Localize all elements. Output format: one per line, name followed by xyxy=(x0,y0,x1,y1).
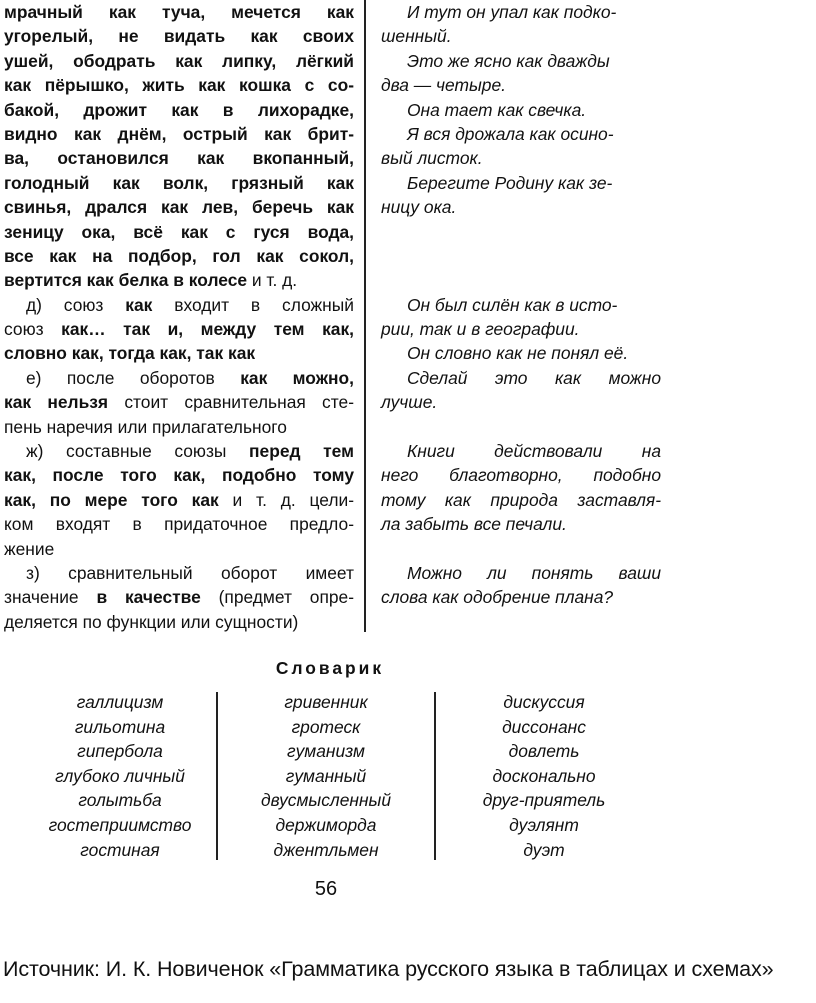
rule-zh-line xyxy=(4,439,354,463)
rule-e-line xyxy=(4,366,354,390)
text-line: мрачный как туча, мечется как xyxy=(4,2,354,22)
vocabulary-word: дискуссия xyxy=(503,692,585,712)
text-line: бакой, дрожит как в лихорадке, xyxy=(4,99,354,120)
vocabulary-column xyxy=(20,690,220,862)
example-line: Книги действовали на xyxy=(407,441,661,462)
vocabulary-word: гипербола xyxy=(77,741,163,762)
example-line: рии, так и в географии. xyxy=(381,319,580,340)
vocabulary-divider xyxy=(216,692,218,860)
rule-e-line xyxy=(4,390,354,414)
page-number: 56 xyxy=(314,878,338,900)
plain-phrase: (предмет опре- xyxy=(200,587,355,608)
rule-zh-line: ком входят в придаточное предло- xyxy=(4,514,354,535)
bold-phrase: как… так и, между тем как, xyxy=(61,319,354,340)
vocabulary-word: гуманизм xyxy=(287,741,365,762)
vocabulary-column xyxy=(226,690,426,862)
example-line: Это же ясно как дважды xyxy=(407,50,610,71)
rule-zh-line: как, после того как, подобно тому xyxy=(4,465,354,486)
vocabulary-word: гостиная xyxy=(80,839,160,860)
text-line: все как на подбор, гол как сокол, xyxy=(4,245,354,266)
rule-d-line xyxy=(4,293,354,317)
plain-phrase: д) союз xyxy=(26,294,126,315)
vocabulary-word: голытьба xyxy=(78,790,162,811)
example-line: И тут он упал как подко- xyxy=(407,2,617,22)
example-line: Я вся дрожала как осино- xyxy=(407,123,614,144)
text-line: голодный как волк, грязный как xyxy=(4,172,354,193)
text-line: свинья, дрался как лев, беречь как xyxy=(4,197,354,218)
example-line: два — четыре. xyxy=(381,75,506,96)
vocabulary-word: досконально xyxy=(492,765,596,786)
vocabulary-word: джентльмен xyxy=(273,839,379,860)
vocabulary-divider xyxy=(434,692,436,860)
plain-phrase: значение xyxy=(4,587,97,608)
text-line: ушей, ободрать как липку, лёгкий xyxy=(4,50,354,71)
vocabulary-word: гротеск xyxy=(291,716,361,737)
bold-phrase: как нельзя xyxy=(4,392,109,413)
bold-phrase: как можно, xyxy=(240,367,354,388)
vocabulary-word: гильотина xyxy=(74,716,166,737)
rule-d-line xyxy=(4,317,354,341)
text-line xyxy=(4,268,354,292)
plain-phrase: ж) составные союзы xyxy=(26,441,250,462)
column-divider xyxy=(364,0,366,632)
vocabulary-table xyxy=(20,690,660,862)
plain-phrase: е) после оборотов xyxy=(26,367,241,388)
vocabulary-word: друг-приятель xyxy=(482,790,606,811)
vocabulary-word: глубоко личный xyxy=(55,765,185,786)
example-line: Можно ли понять ваши xyxy=(407,562,661,583)
plain-phrase: входит в сложный xyxy=(152,294,354,315)
rule-d-line: словно как, тогда как, так как xyxy=(4,343,256,364)
example-line: шенный. xyxy=(381,26,452,47)
text-line: ва, остановился как вкопанный, xyxy=(4,148,354,169)
example-line: тому как природа заставля- xyxy=(381,489,661,510)
example-line: лучше. xyxy=(381,392,438,413)
example-line: слова как одобрение плана? xyxy=(381,587,614,608)
vocabulary-title: Словарик xyxy=(275,658,385,678)
bold-phrase: перед тем xyxy=(249,441,354,462)
example-line: Берегите Родину как зе- xyxy=(407,172,613,193)
example-line: ницу ока. xyxy=(381,197,457,218)
example-line: Он был силён как в исто- xyxy=(407,294,618,315)
plain-phrase: стоит сравнительная сте- xyxy=(108,392,354,413)
rule-z-line: з) сравнительный оборот имеет xyxy=(26,562,354,583)
source-caption: Источник: И. К. Новиченок «Грамматика русского языка в таблицах и схемах» xyxy=(3,957,774,981)
example-line: Сделай это как можно xyxy=(407,367,661,388)
vocabulary-word: гуманный xyxy=(285,765,367,786)
bold-phrase: в качестве xyxy=(96,587,201,608)
rule-zh-line: жение xyxy=(4,538,55,559)
vocabulary-column xyxy=(444,690,644,862)
example-line: вый листок. xyxy=(381,148,483,169)
rule-z-line: деляется по функции или сущности) xyxy=(4,611,299,632)
rule-zh-line xyxy=(4,488,354,512)
bold-phrase: как, по мере того как xyxy=(4,489,219,510)
vocabulary-word: диссонанс xyxy=(502,716,586,737)
right-column-examples xyxy=(381,0,661,610)
plain-phrase: и т. д. цели- xyxy=(218,489,355,510)
rule-z-line xyxy=(4,585,354,609)
text-line: зеницу ока, всё как с гуся вода, xyxy=(4,221,354,242)
text-line: видно как днём, острый как брит- xyxy=(4,123,354,144)
vocabulary-word: гостеприимство xyxy=(48,814,192,835)
example-line: Он словно как не понял её. xyxy=(407,343,629,364)
bold-phrase: как xyxy=(125,294,153,315)
text-line: как пёрышко, жить как кошка с со- xyxy=(4,75,354,96)
vocabulary-word: двусмысленный xyxy=(260,790,391,811)
vocabulary-word: дуэлянт xyxy=(509,814,579,835)
vocabulary-word: галлицизм xyxy=(76,692,164,712)
vocabulary-word: довлеть xyxy=(508,741,580,762)
bold-phrase: вертится как белка в колесе xyxy=(4,270,248,291)
vocabulary-word: дуэт xyxy=(523,839,565,860)
plain-phrase: союз xyxy=(4,319,62,340)
left-column xyxy=(4,0,354,634)
text-line: угорелый, не видать как своих xyxy=(4,26,354,47)
example-line: ла забыть все печали. xyxy=(381,514,567,535)
vocabulary-word: гривенник xyxy=(284,692,368,712)
plain-phrase: и т. д. xyxy=(247,270,298,291)
rule-e-line: пень наречия или прилагательного xyxy=(4,416,287,437)
example-line: него благотворно, подобно xyxy=(381,465,661,486)
example-line: Она тает как свечка. xyxy=(407,99,587,120)
vocabulary-word: держиморда xyxy=(275,814,377,835)
